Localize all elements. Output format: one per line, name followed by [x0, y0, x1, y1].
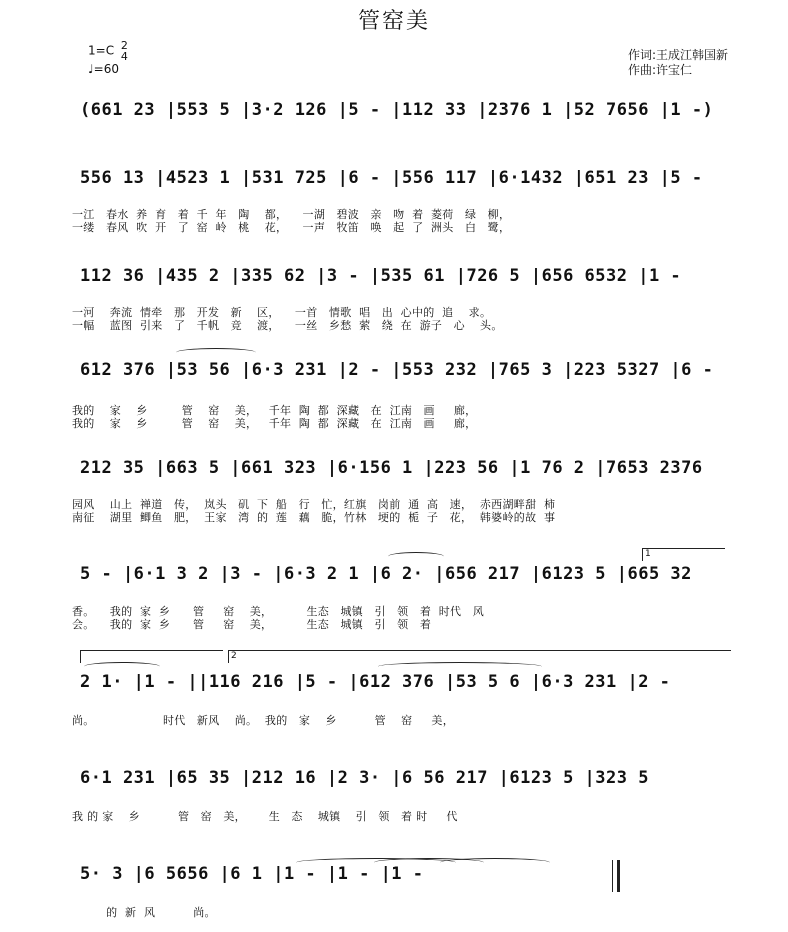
slur-tie	[440, 858, 550, 867]
notation-line: 112 36 |435 2 |335 62 |3 - |535 61 |726 5 |656 6532 |1 -	[80, 266, 682, 286]
score-row-intro	[72, 92, 736, 132]
score-row-2	[72, 258, 736, 298]
final-barline	[612, 860, 620, 892]
lyrics-line: 的 新 风 尚。	[72, 906, 216, 919]
composer-credit: 作曲:许宝仁	[628, 63, 693, 77]
notation-line: (661 23 |553 5 |3·2 126 |5 - |112 33 |2376 1 |52 7656 |1 -)	[80, 100, 714, 120]
score-row-3	[72, 352, 736, 392]
score-row-4	[72, 450, 736, 490]
volta-1: 1	[642, 548, 725, 561]
credits-block	[628, 48, 728, 78]
notation-line: 5· 3 |6 5656 |6 1 |1 - |1 - |1 -	[80, 864, 424, 884]
lyrics-line: 我 的 家 乡 管 窑 美， 生 态 城镇 引 领 着 时 代	[72, 810, 458, 823]
slur-tie	[84, 662, 160, 671]
score-row-7	[72, 760, 736, 800]
lyrics-verse-2: 一缕 春风 吹 开 了 窑 岭 桃 花， 一声 牧笛 唤 起 了 洲头 白 鹭，	[72, 221, 511, 234]
tempo-mark: ♩=60	[88, 62, 119, 76]
notation-line: 612 376 |53 56 |6·3 231 |2 - |553 232 |765 3 |223 5327 |6 -	[80, 360, 714, 380]
lyricist-credit: 作词:王成江韩国新	[628, 48, 729, 62]
lyrics-verse-1: 一江 春水 养 育 着 千 年 陶 都， 一湖 碧波 亲 吻 着 菱荷 绿 柳，	[72, 208, 511, 221]
time-bottom: 4	[120, 50, 128, 63]
score-row-5	[72, 556, 736, 596]
lyrics-verse-2: 会。 我的 家 乡 管 窑 美， 生态 城镇 引 领 着	[72, 618, 432, 631]
slur-tie	[176, 348, 256, 357]
lyrics-verse-1: 我的 家 乡 管 窑 美， 千年 陶 都 深藏 在 江南 画 廊，	[72, 404, 477, 417]
song-title: 管窑美	[357, 9, 430, 34]
slur-tie	[378, 662, 542, 671]
notation-line: 556 13 |4523 1 |531 725 |6 - |556 117 |6·1432 |651 23 |5 -	[80, 168, 703, 188]
notation-line: 212 35 |663 5 |661 323 |6·156 1 |223 56 |1 76 2 |7653 2376	[80, 458, 703, 478]
key-signature: 1=C	[88, 43, 115, 58]
time-signature	[121, 40, 128, 62]
time-top: 2	[120, 39, 128, 52]
lyrics-verse-2: 一幅 蓝图 引来 了 千帆 竞 渡， 一丝 乡愁 萦 绕 在 游子 心 头。	[72, 319, 503, 332]
notation-line: 5 - |6·1 3 2 |3 - |6·3 2 1 |6 2· |656 217 |6123 5 |665 32	[80, 564, 692, 584]
lyrics-verse-2: 南征 湖里 鲫鱼 肥， 王家 湾 的 莲 藕 脆，竹林 埂的 栀 子 花， 韩婆岭的故 事	[72, 511, 556, 524]
slur-tie	[388, 552, 444, 561]
notation-line: 2 1· |1 - ||116 216 |5 - |612 376 |53 5 6 |6·3 231 |2 -	[80, 672, 671, 692]
volta-2: 2	[228, 650, 731, 663]
lyrics-verse-1: 园风 山上 禅道 传， 岚头 矶 下 船 行 忙，红旗 岗前 通 高 速， 赤西湖畔甜 柿	[72, 498, 556, 511]
key-tempo-block	[88, 40, 128, 77]
notation-line: 6·1 231 |65 35 |212 16 |2 3· |6 56 217 |6123 5 |323 5	[80, 768, 649, 788]
lyrics-verse-1: 一河 奔流 情牵 那 开发 新 区， 一首 情歌 唱 出 心中的 追 求。	[72, 306, 492, 319]
lyrics-verse-2: 我的 家 乡 管 窑 美， 千年 陶 都 深藏 在 江南 画 廊，	[72, 417, 477, 430]
score-row-1	[72, 160, 736, 200]
lyrics-verse-1: 香。 我的 家 乡 管 窑 美， 生态 城镇 引 领 着 时代 风	[72, 605, 485, 618]
volta-1-continued	[80, 650, 223, 663]
lyrics-line: 尚。 时代 新风 尚。 我的 家 乡 管 窑 美，	[72, 714, 455, 727]
